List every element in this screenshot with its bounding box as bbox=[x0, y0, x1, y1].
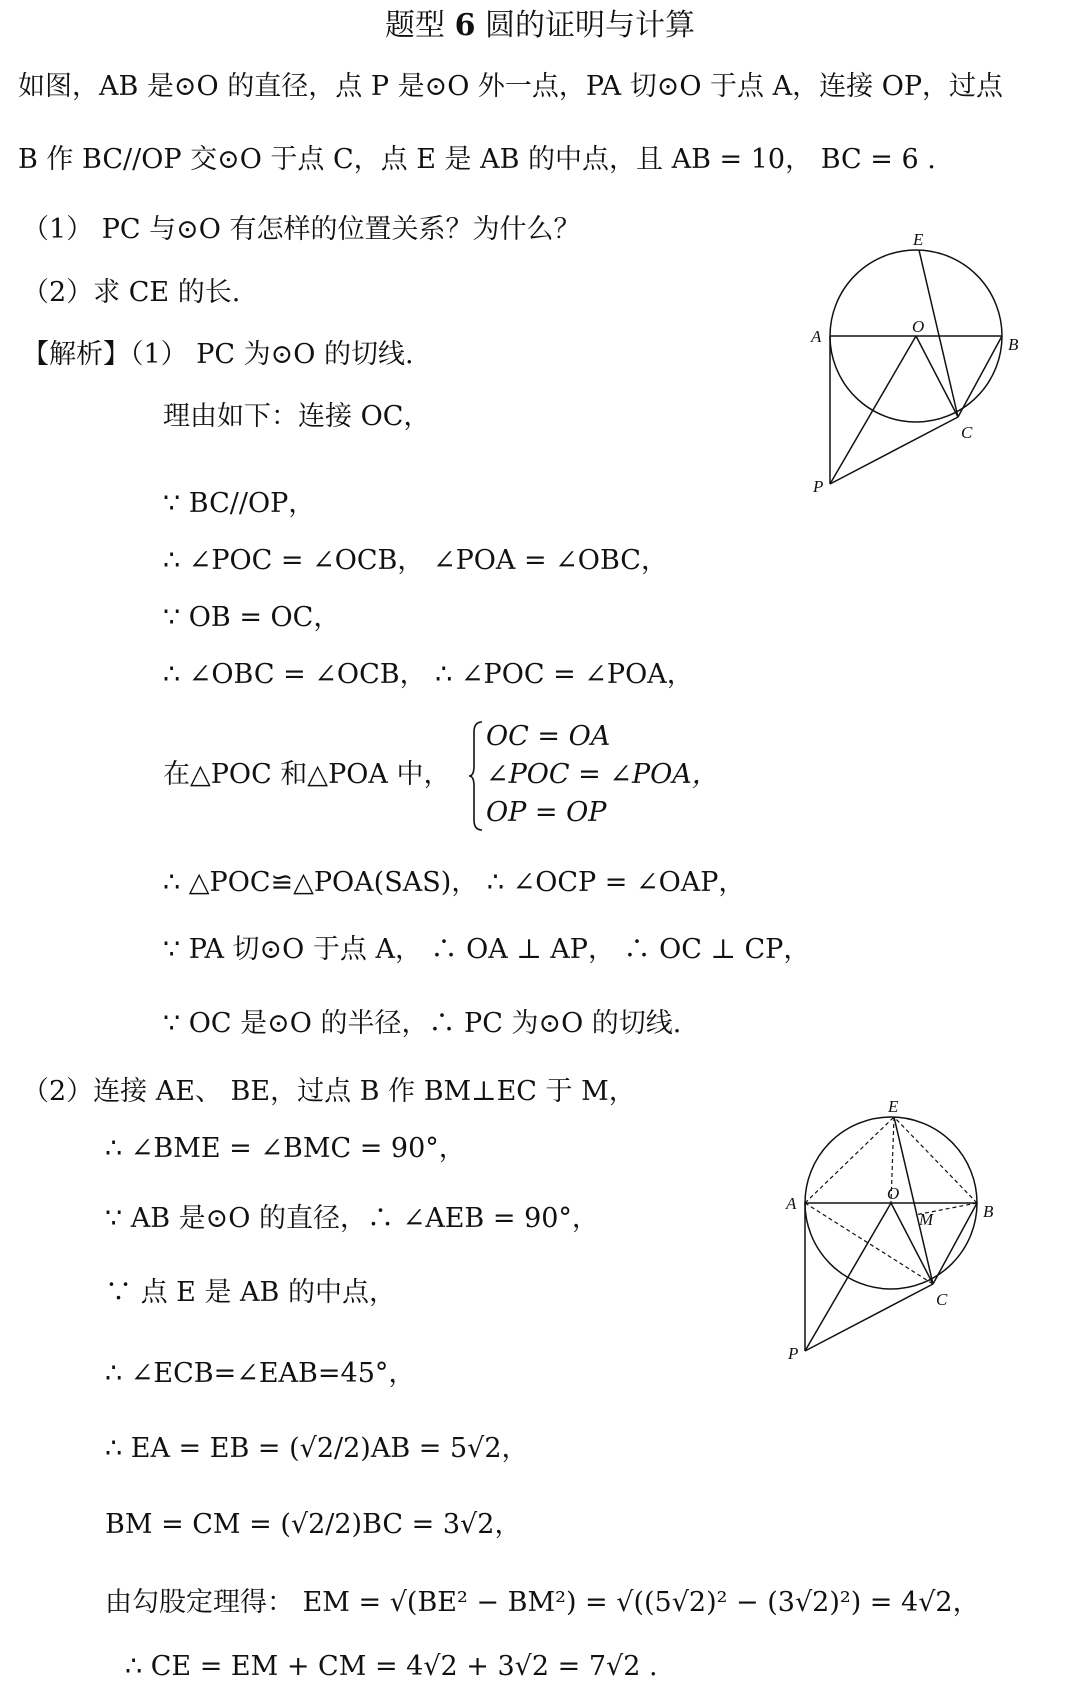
solution-line: ∴ △POC≌△POA(SAS)， ∴ ∠OCP = ∠OAP， bbox=[163, 867, 746, 898]
label-P: P bbox=[813, 477, 824, 496]
question-1: （1） PC 与⊙O 有怎样的位置关系？为什么？ bbox=[22, 214, 581, 245]
solution-line: ∴ ∠POC = ∠OCB， ∠POA = ∠OBC， bbox=[163, 545, 668, 576]
label-C: C bbox=[961, 423, 973, 442]
solution-line: 理由如下：连接 OC， bbox=[163, 401, 431, 432]
system-brace bbox=[468, 720, 484, 832]
part2-line: ∴ ∠ECB=∠EAB=45°， bbox=[105, 1358, 416, 1389]
solution-line: ∵ BC//OP， bbox=[163, 488, 316, 519]
part2-line: ∵ 点 E 是 AB 的中点， bbox=[105, 1277, 396, 1308]
part2-line: ∵ AB 是⊙O 的直径，∴ ∠AEB = 90°， bbox=[105, 1203, 599, 1234]
solution-line: ∵ OC 是⊙O 的半径，∴ PC 为⊙O 的切线. bbox=[163, 1008, 682, 1039]
system-eq: ∠POC = ∠POA， bbox=[486, 759, 719, 790]
problem-line-2: B 作 BC//OP 交⊙O 于点 C，点 E 是 AB 的中点，且 AB = 10， BC = 6 . bbox=[18, 144, 936, 175]
part2-line: ∴ CE = EM + CM = 4√2 + 3√2 = 7√2 . bbox=[125, 1651, 658, 1682]
system-eq: OP = OP bbox=[486, 797, 607, 828]
label-A: A bbox=[786, 1194, 797, 1213]
label-B: B bbox=[1008, 335, 1019, 354]
solution-heading: 【解析】（1） PC 为⊙O 的切线. bbox=[22, 339, 414, 370]
label-M: M bbox=[919, 1210, 934, 1229]
label-O: O bbox=[887, 1184, 900, 1203]
page-title: 题型 6 圆的证明与计算 bbox=[385, 8, 695, 43]
label-B: B bbox=[983, 1202, 994, 1221]
solution-line: ∴ ∠OBC = ∠OCB， ∴ ∠POC = ∠POA， bbox=[163, 659, 694, 690]
label-P: P bbox=[788, 1344, 799, 1363]
part2-line: （2）连接 AE、 BE，过点 B 作 BM⊥EC 于 M， bbox=[22, 1076, 636, 1107]
label-E: E bbox=[913, 230, 924, 249]
part2-line: BM = CM = (√2/2)BC = 3√2， bbox=[105, 1509, 522, 1540]
part2-line: ∴ EA = EB = (√2/2)AB = 5√2， bbox=[105, 1433, 529, 1464]
label-E: E bbox=[888, 1097, 899, 1116]
figure-2-circle-construction bbox=[775, 1095, 1015, 1365]
solution-line: ∵ PA 切⊙O 于点 A， ∴ OA ⊥ AP， ∴ OC ⊥ CP， bbox=[163, 934, 811, 965]
question-2: （2）求 CE 的长. bbox=[22, 277, 241, 308]
system-eq: OC = OA bbox=[486, 721, 611, 752]
triangle-intro: 在△POC 和△POA 中， bbox=[163, 759, 451, 790]
part2-line: 由勾股定理得： EM = √(BE² − BM²) = √((5√2)² − (3√2)²) = 4√2， bbox=[105, 1587, 980, 1618]
label-C: C bbox=[936, 1290, 948, 1309]
label-A: A bbox=[811, 327, 822, 346]
figure-1-circle-tangent bbox=[800, 228, 1040, 498]
solution-line: ∵ OB = OC， bbox=[163, 602, 341, 633]
part2-line: ∴ ∠BME = ∠BMC = 90°， bbox=[105, 1133, 466, 1164]
problem-line-1: 如图，AB 是⊙O 的直径，点 P 是⊙O 外一点，PA 切⊙O 于点 A，连接 OP，过点 bbox=[18, 71, 1004, 102]
label-O: O bbox=[912, 317, 925, 336]
